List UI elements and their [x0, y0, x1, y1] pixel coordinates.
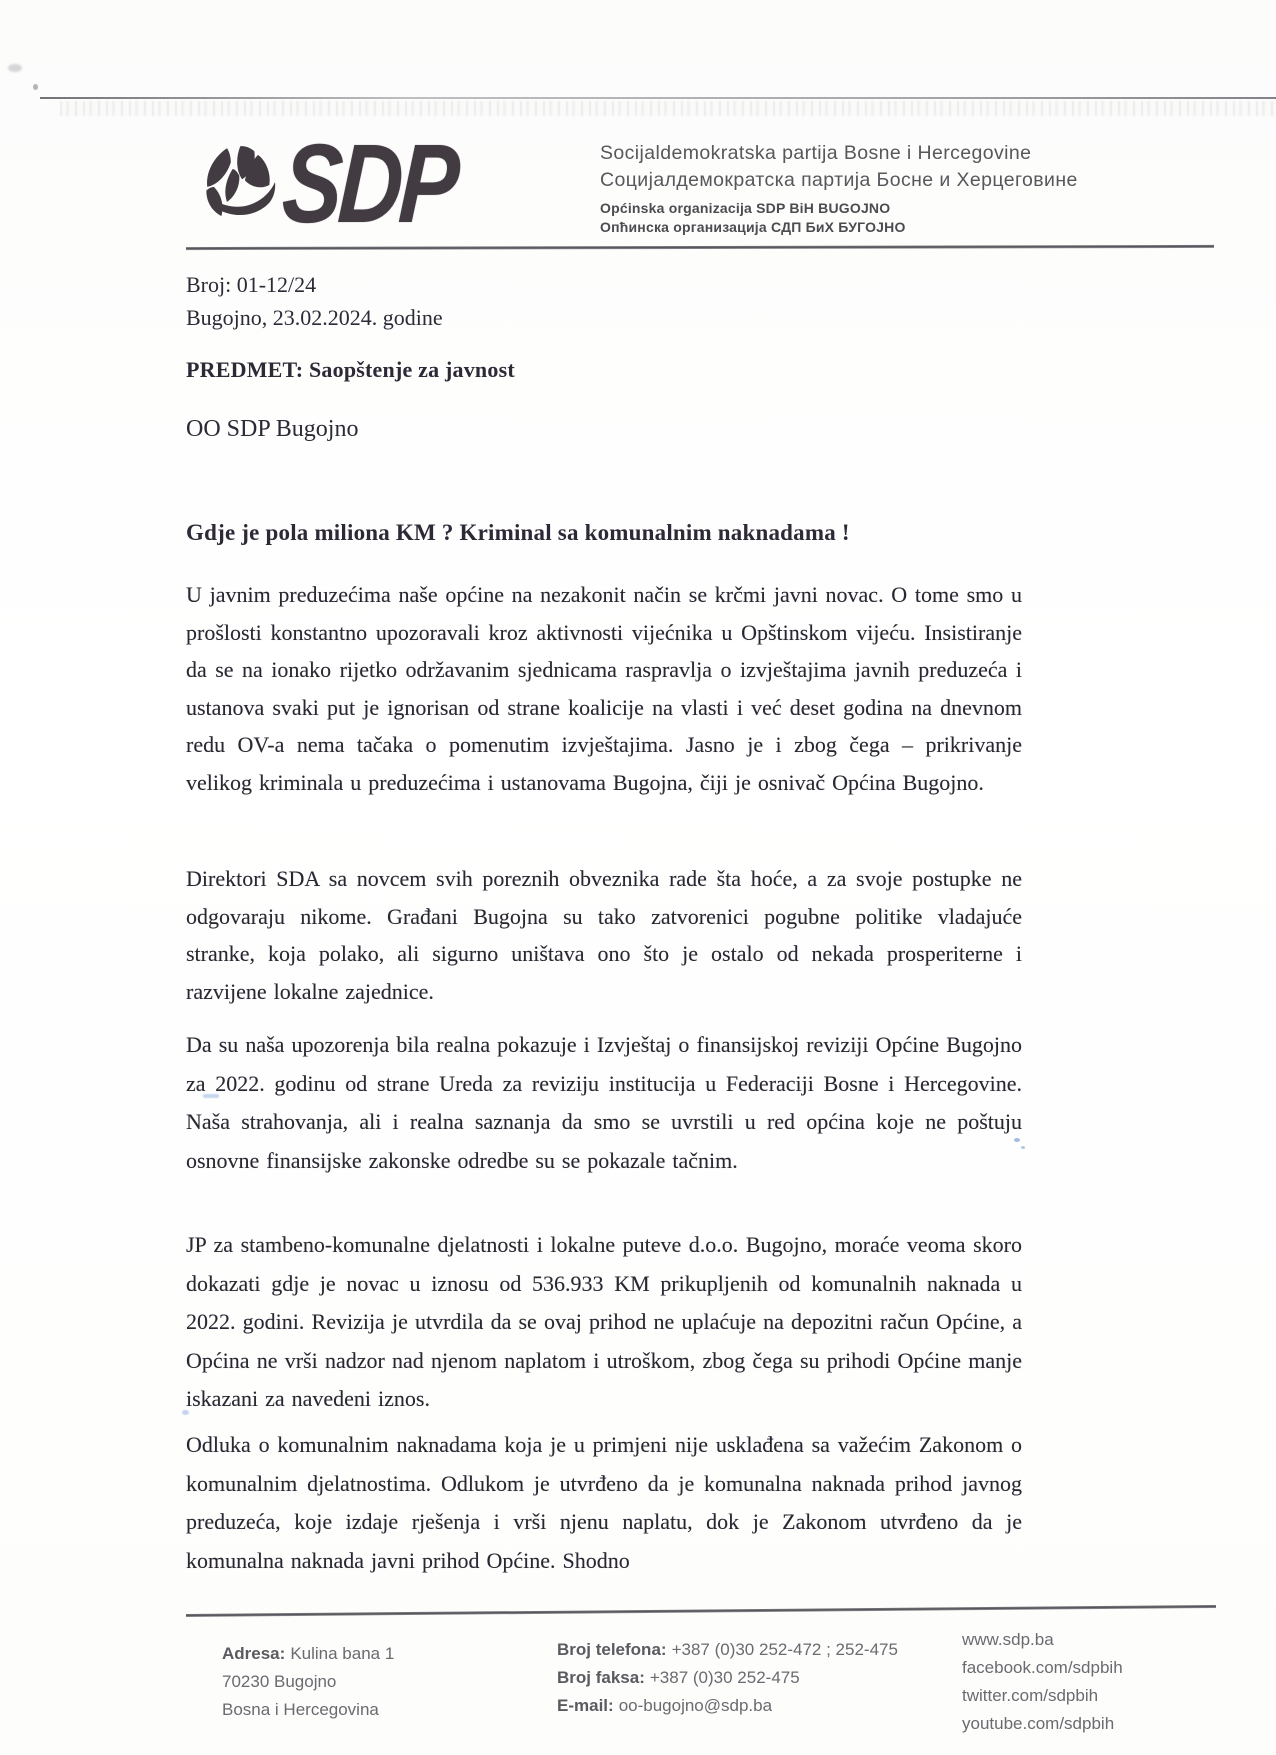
phone-line — [557, 1636, 898, 1664]
letterhead-org-block — [600, 140, 1078, 237]
scan-speck — [33, 84, 38, 90]
paragraph: U javnim preduzećima naše općine na nezakonit način se krčmi javni novac. O tome smo u prošlosti konstantno upozoravali kroz aktivnosti vijećnika u Opštinskom vijeću. Insistiranje da se na ionako rijetko održavanim sjednicama raspravlja o izvještajima javnih preduzeća i ustanova svaki put je ignorisan od strane koalicije na vlasti i već deset godina na dnevnom redu OV-a nema tačaka o pomenutim izvještajima. Jasno je i zbog čega – prikrivanje velikog kriminala u preduzećima i ustanovama Bugojna, čiji je osnivač Općina Bugojno. — [186, 582, 1022, 795]
subject-line: PREDMET: Saopštenje za javnost — [186, 357, 515, 382]
org-name-cyrillic: Социјалдемократска партија Босне и Херцеговине — [600, 169, 1078, 191]
fax-value: +387 (0)30 252-475 — [649, 1668, 800, 1687]
website-url: www.sdp.ba — [962, 1630, 1054, 1649]
place-and-date: Bugojno, 23.02.2024. godine — [186, 305, 443, 330]
email-line — [557, 1692, 898, 1720]
email-label: E-mail: — [557, 1696, 614, 1715]
address-value: Kulina bana 1 — [290, 1644, 395, 1663]
footer-web-column — [962, 1626, 1123, 1738]
phone-label: Broj telefona: — [557, 1640, 667, 1659]
address-line: Bosna i Hercegovina — [222, 1700, 379, 1719]
email-value: oo-bugojno@sdp.ba — [618, 1696, 773, 1715]
phone-value: +387 (0)30 252-472 ; 252-475 — [671, 1640, 898, 1659]
reference-number: Broj: 01-12/24 — [186, 272, 317, 297]
paragraph: Da su naša upozorenja bila realna pokazuje i Izvještaj o finansijskoj reviziji Općine Bugojno za 2022. godinu od strane Ureda za reviziju institucija u Federaciji Bosne i Hercegovine. Naša strahovanja, ali i realna saznanja da smo se uvrstili u red općina koje ne poštuju osnovne finansijske zakonske odredbe su se pokazale tačnim. — [186, 1032, 1022, 1173]
address-line — [222, 1640, 394, 1668]
address-label: Adresa: — [222, 1644, 286, 1663]
facebook-url: facebook.com/sdpbih — [962, 1658, 1123, 1677]
scan-speck — [8, 64, 22, 72]
paragraph: Direktori SDA sa novcem svih poreznih obveznika rade šta hoće, a za svoje postupke ne odgovaraju nikome. Građani Bugojna su tako zatvorenici pogubne politike vladajuće stranke, koja polako, ali sigurno uništava ono što je ostalo od nekada prosperiterne i razvijene lokalne zajednice. — [186, 866, 1022, 1004]
paragraph: JP za stambeno-komunalne djelatnosti i lokalne puteve d.o.o. Bugojno, moraće veoma skoro dokazati gdje je novac u iznosu od 536.933 KM prikupljenih od komunalnih naknada u 2022. godini. Revizija je utvrdila da se ovaj prihod ne uplaćuje na depozitni račun Općine, a Općina ne vrši nadzor nad njenom naplatom i utroškom, zbog čega su prihodi Općine manje iskazani za navedeni iznos. — [186, 1232, 1022, 1412]
org-unit-cyrillic: Опћинска организација СДП БиХ БУГОЈНО — [600, 219, 906, 235]
fax-label: Broj faksa: — [557, 1668, 645, 1687]
address-line: 70230 Bugojno — [222, 1672, 337, 1691]
paragraph: Odluka o komunalnim naknadama koja je u primjeni nije usklađena sa važećim Zakonom o komunalnim djelatnostima. Odlukom je utvrđeno da je komunalna naknada prihod javnog preduzeća, koje izdaje rješenja i vrši njenu naplatu, dok je Zakonom utvrđeno da je komunalna naknada javni prihod Općine. Shodno — [186, 1432, 1022, 1573]
org-unit-latin: Općinska organizacija SDP BiH BUGOJNO — [600, 200, 891, 216]
letter-meta — [186, 268, 443, 334]
twitter-url: twitter.com/sdpbih — [962, 1686, 1099, 1705]
sdp-rose-logo-icon — [196, 136, 290, 232]
sdp-wordmark: SDP — [279, 121, 459, 246]
footer-contact-column — [557, 1636, 898, 1720]
footer-divider — [186, 1605, 1216, 1617]
document-title: Gdje je pola miliona KM ? Kriminal sa komunalnim naknadama ! — [186, 520, 850, 545]
footer-address-column — [222, 1640, 394, 1724]
fax-line — [557, 1664, 898, 1692]
youtube-url: youtube.com/sdpbih — [962, 1714, 1115, 1733]
scan-noise-band — [60, 101, 1276, 116]
sender-line: OO SDP Bugojno — [186, 416, 359, 442]
org-name-latin: Socijaldemokratska partija Bosne i Hercegovine — [600, 142, 1032, 164]
scan-edge-line — [40, 97, 1276, 99]
